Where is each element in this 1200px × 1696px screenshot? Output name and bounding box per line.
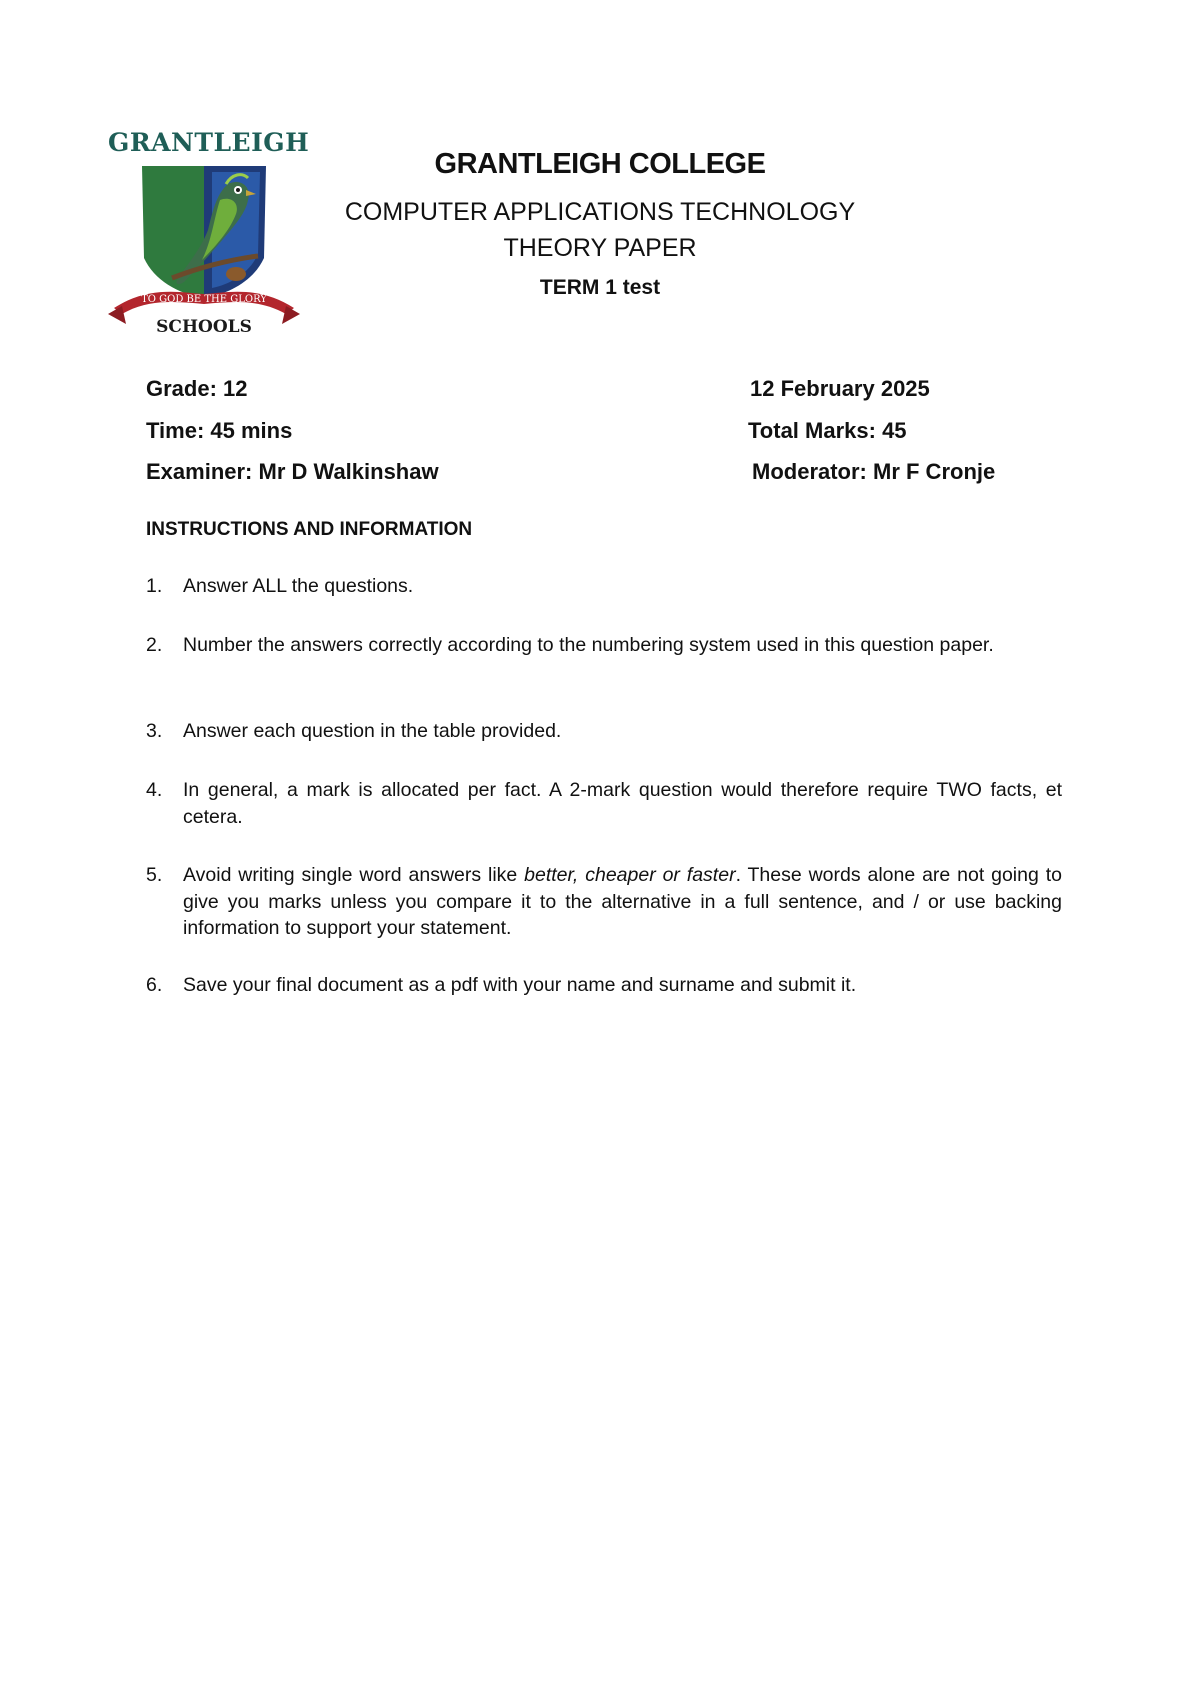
logo-schools-text: SCHOOLS <box>156 317 252 334</box>
instruction-text-italic: better, cheaper or faster <box>524 864 736 886</box>
instruction-number: 3. <box>146 720 163 742</box>
instruction-item <box>146 573 1062 600</box>
instruction-number: 2. <box>146 634 163 656</box>
instruction-item <box>146 972 1062 999</box>
instruction-text-start: Avoid writing single word answers like <box>183 864 525 886</box>
logo-wordmark: GRANTLEIGH <box>108 128 310 157</box>
instruction-text: Answer each question in the table provided. <box>183 720 562 742</box>
total-marks-label: Total Marks: 45 <box>748 418 907 443</box>
instruction-number: 1. <box>146 575 163 597</box>
instruction-item <box>146 718 1062 745</box>
instruction-item <box>146 777 1062 830</box>
instruction-item <box>146 862 1062 942</box>
instruction-number: 6. <box>146 974 163 996</box>
logo-motto: TO GOD BE THE GLORY <box>141 294 267 305</box>
term-label: TERM 1 test <box>539 276 661 299</box>
instruction-number: 5. <box>146 864 163 886</box>
college-name: GRANTLEIGH COLLEGE <box>434 148 766 180</box>
grade-label: Grade: 12 <box>146 376 248 401</box>
instruction-text <box>183 862 1062 942</box>
time-label: Time: 45 mins <box>146 418 293 443</box>
instruction-text: Number the answers correctly according to the numbering system used in this question paper. <box>183 634 994 656</box>
examiner-label: Examiner: Mr D Walkinshaw <box>146 459 439 484</box>
instruction-text: In general, a mark is allocated per fact. A 2-mark question would therefore require TWO facts, et cetera. <box>183 779 1062 828</box>
paper-title: THEORY PAPER <box>503 234 697 262</box>
instruction-text: Save your final document as a pdf with your name and surname and submit it. <box>183 974 857 996</box>
exam-date: 12 February 2025 <box>750 376 930 401</box>
instruction-item <box>146 632 1062 659</box>
instruction-number: 4. <box>146 779 163 801</box>
instruction-text-end: . These words alone are not going to give you marks unless you compare it to the alternative in a full sentence, and / or use backing information to support your statement. <box>183 864 1062 939</box>
instruction-text: Answer ALL the questions. <box>183 575 414 597</box>
subject-title: COMPUTER APPLICATIONS TECHNOLOGY <box>344 198 856 226</box>
moderator-label: Moderator: Mr F Cronje <box>752 459 996 484</box>
instructions-heading: INSTRUCTIONS AND INFORMATION <box>146 519 473 540</box>
